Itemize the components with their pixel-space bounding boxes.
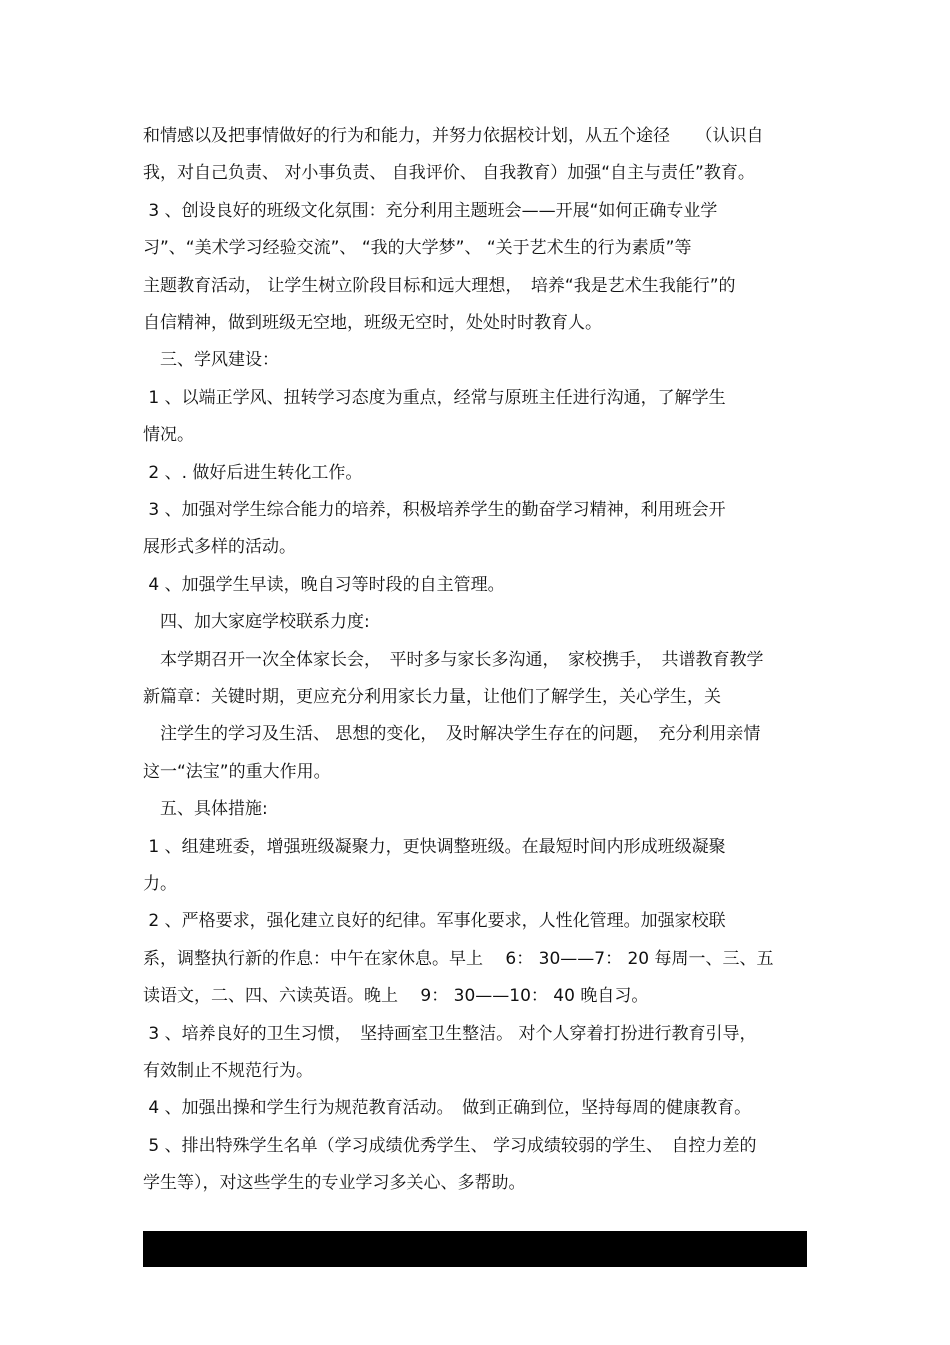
text-line: 2 、. 做好后进生转化工作。: [143, 463, 363, 483]
text-line: 学生等），对这些学生的专业学习多关心、多帮助。: [143, 1173, 526, 1193]
text-line: 展形式多样的活动。: [143, 537, 296, 557]
text-line: 3 、培养良好的卫生习惯， 坚持画室卫生整洁。 对个人穿着打扮进行教育引导，: [143, 1024, 757, 1044]
text-line: 习”、“美术学习经验交流”、 “我的大学梦”、 “关于艺术生的行为素质”等: [143, 238, 692, 258]
section-heading: 五、具体措施:: [143, 799, 268, 819]
footer-bar: [143, 1231, 807, 1267]
text-line: 自信精神，做到班级无空地，班级无空时，处处时时教育人。: [143, 313, 602, 333]
text-line: 本学期召开一次全体家长会， 平时多与家长多沟通， 家校携手， 共谱教育教学: [143, 650, 764, 670]
text-line: 1 、以端正学风、扭转学习态度为重点，经常与原班主任进行沟通，了解学生: [143, 388, 726, 408]
text-line: 1 、组建班委，增强班级凝聚力，更快调整班级。在最短时间内形成班级凝聚: [143, 837, 726, 857]
text-line: 3 、加强对学生综合能力的培养，积极培养学生的勤奋学习精神，利用班会开: [143, 500, 726, 520]
text-line: 4 、加强学生早读，晚自习等时段的自主管理。: [143, 575, 505, 595]
text-line: 力。: [143, 874, 177, 894]
section-heading: 四、加大家庭学校联系力度:: [143, 612, 370, 632]
text-line: 2 、严格要求，强化建立良好的纪律。军事化要求，人性化管理。加强家校联: [143, 911, 726, 931]
text-line: 和情感以及把事情做好的行为和能力，并努力依据校计划，从五个途径 （认识自: [143, 126, 764, 146]
text-line: 我，对自己负责、 对小事负责、 自我评价、 自我教育）加强“自主与责任”教育。: [143, 163, 755, 183]
text-line: 读语文，二、四、六读英语。晚上 9： 30——10： 40 晚自习。: [143, 986, 649, 1006]
section-heading: 三、学风建设：: [143, 350, 279, 370]
text-line: 有效制止不规范行为。: [143, 1061, 313, 1081]
text-line: 注学生的学习及生活、 思想的变化， 及时解决学生存在的问题， 充分利用亲情: [143, 724, 761, 744]
text-line: 情况。: [143, 425, 194, 445]
text-line: 5 、排出特殊学生名单（学习成绩优秀学生、 学习成绩较弱的学生、 自控力差的: [143, 1136, 757, 1156]
text-line: 4 、加强出操和学生行为规范教育活动。 做到正确到位，坚持每周的健康教育。: [143, 1098, 752, 1118]
text-line: 这一“法宝”的重大作用。: [143, 762, 331, 782]
text-line: 新篇章：关键时期，更应充分利用家长力量，让他们了解学生，关心学生，关: [143, 687, 721, 707]
text-line: 系，调整执行新的作息：中午在家休息。早上 6： 30——7： 20 每周一、三、五: [143, 949, 774, 969]
text-line: 主题教育活动， 让学生树立阶段目标和远大理想， 培养“我是艺术生我能行”的: [143, 276, 736, 296]
text-line: 3 、创设良好的班级文化氛围：充分利用主题班会——开展“如何正确专业学: [143, 201, 718, 221]
